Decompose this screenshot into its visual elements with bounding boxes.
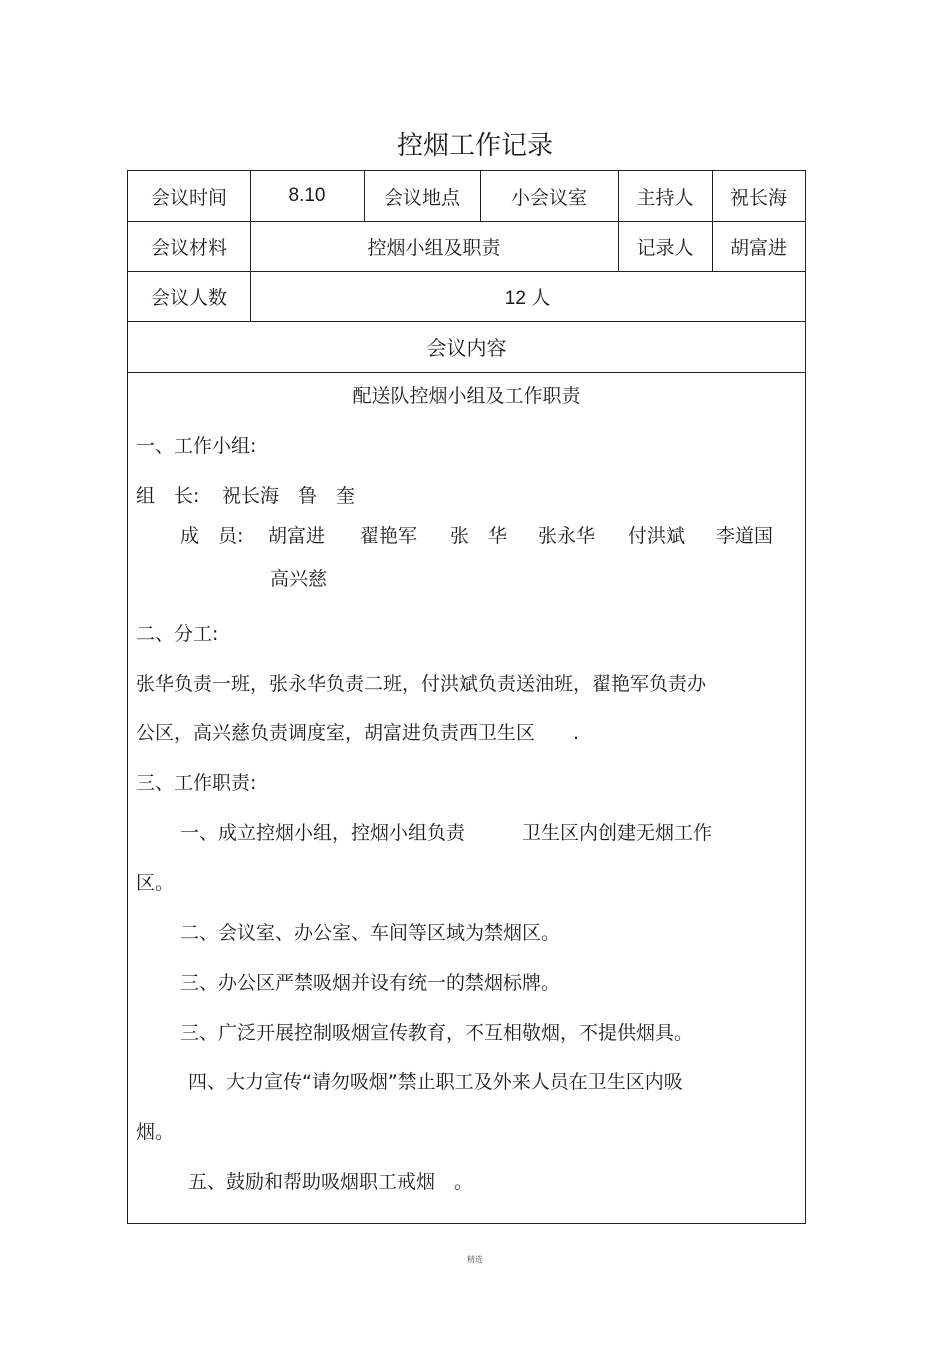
- meeting-time-label: 会议时间: [150, 186, 227, 209]
- section-duties: 三、工作职责:: [136, 772, 257, 794]
- duty-item: 三、广泛开展控制吸烟宣传教育，不互相敬烟，不提供烟具。: [180, 1022, 694, 1044]
- meeting-place-value: 小会议室: [510, 186, 587, 209]
- member-label: 成 员:: [180, 525, 244, 547]
- content-heading: 配送队控烟小组及工作职责: [352, 385, 581, 407]
- host-label: 主持人: [636, 186, 694, 209]
- member-name: 李道国: [716, 525, 774, 547]
- duty-item-continuation: 烟。: [136, 1121, 175, 1143]
- meeting-material-value: 控烟小组及职责: [367, 236, 501, 259]
- member-name: 张 华: [450, 525, 508, 547]
- section-division: 二、分工:: [136, 623, 219, 645]
- leader-names: 祝长海 鲁 奎: [222, 485, 356, 507]
- duty-item: 一、成立控烟小组，控烟小组负责 卫生区内创建无烟工作: [180, 822, 713, 844]
- meeting-content-header: 会议内容: [426, 336, 507, 360]
- meeting-time-value: 8.10: [288, 185, 326, 206]
- row-divider: [128, 372, 805, 373]
- attendee-count-label: 会议人数: [150, 286, 227, 309]
- member-name: 张永华: [538, 525, 596, 547]
- duty-item-continuation: 区。: [136, 872, 175, 894]
- member-name: 胡富进: [268, 525, 326, 547]
- meeting-place-label: 会议地点: [383, 186, 460, 209]
- member-name: 翟艳军: [360, 525, 418, 547]
- duty-item: 二、会议室、办公室、车间等区域为禁烟区。: [180, 922, 561, 944]
- leader-label: 组 长:: [136, 485, 200, 507]
- duty-item: 五、鼓励和帮助吸烟职工戒烟 。: [188, 1171, 474, 1193]
- member-name: 高兴慈: [270, 568, 328, 590]
- meeting-material-label: 会议材料: [150, 236, 227, 259]
- section-working-group: 一、工作小组:: [136, 435, 257, 457]
- document-title: 控烟工作记录: [396, 131, 553, 161]
- host-value: 祝长海: [729, 186, 787, 209]
- duty-item: 四、大力宣传“请勿吸烟”禁止职工及外来人员在卫生区内吸: [188, 1071, 683, 1093]
- duty-item: 三、办公区严禁吸烟并设有统一的禁烟标牌。: [180, 972, 561, 994]
- division-text-line: 张华负责一班，张永华负责二班，付洪斌负责送油班，翟艳军负责办: [136, 673, 707, 695]
- attendee-count-value: 12 人: [504, 287, 551, 309]
- recorder-value: 胡富进: [729, 236, 787, 259]
- division-text-line: 公区，高兴慈负责调度室，胡富进负责西卫生区 .: [136, 722, 580, 744]
- meeting-record-table: [127, 170, 806, 1224]
- recorder-label: 记录人: [636, 236, 694, 259]
- member-name: 付洪斌: [628, 525, 686, 547]
- page-footer: 精选: [467, 1255, 483, 1264]
